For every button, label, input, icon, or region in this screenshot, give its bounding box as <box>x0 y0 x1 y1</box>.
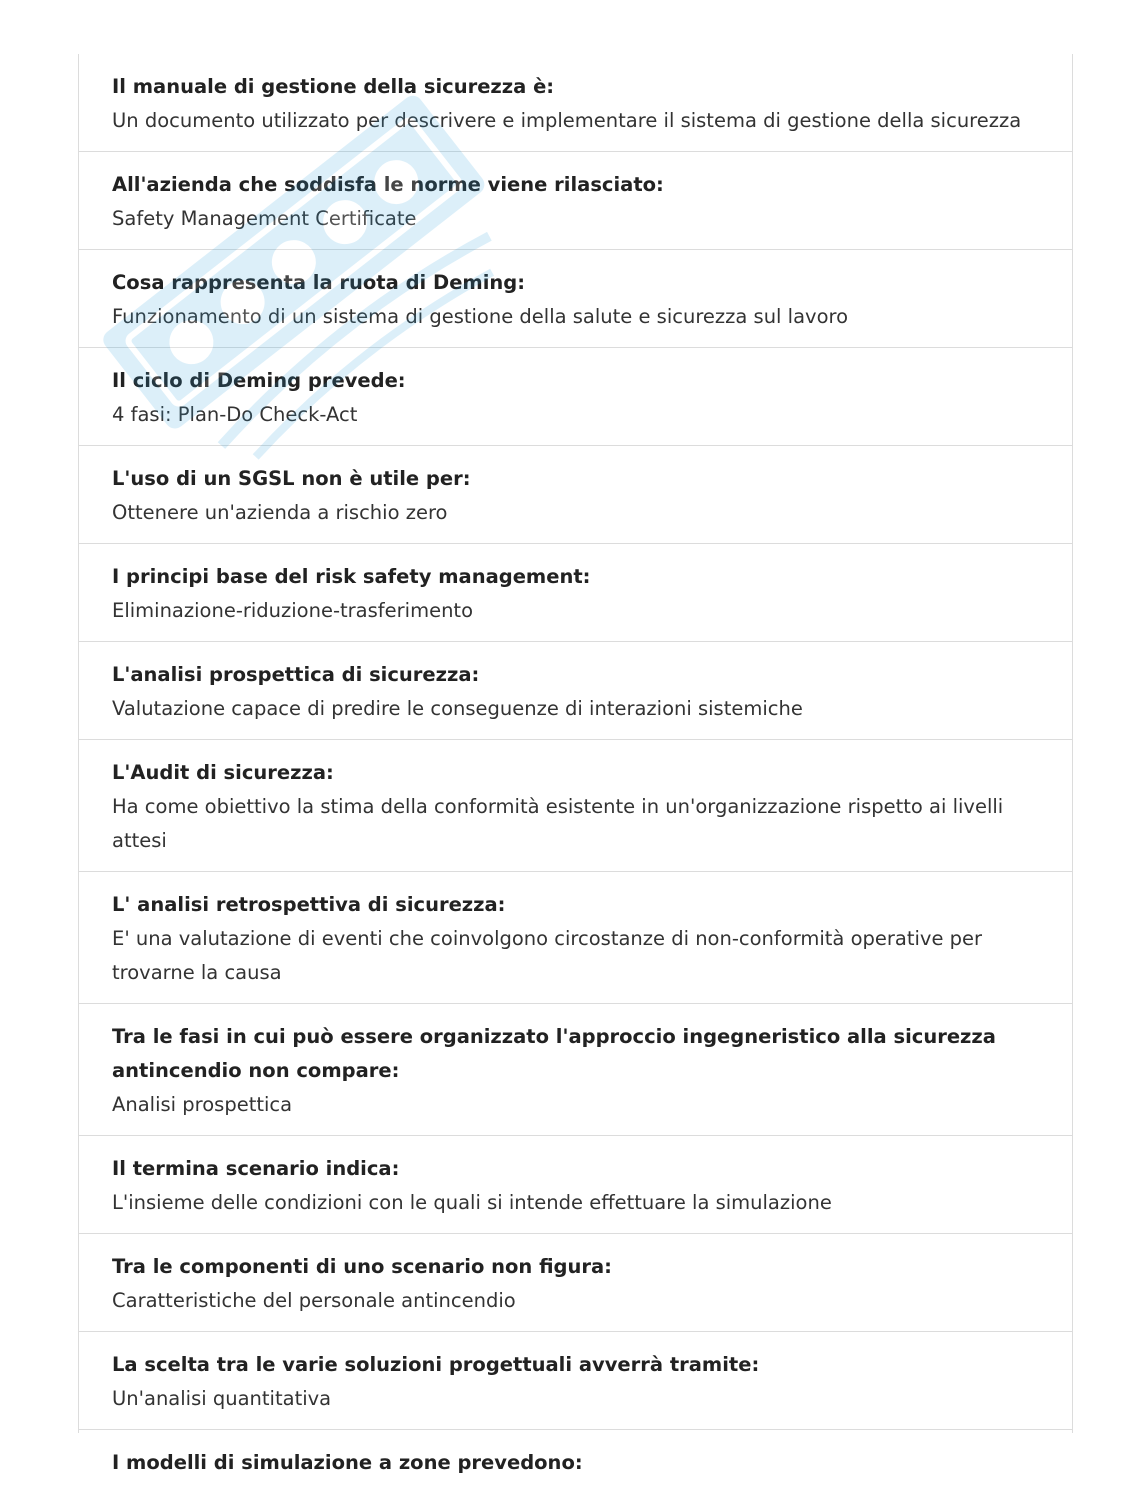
qa-item <box>79 446 1072 544</box>
question: All'azienda che soddisfa le norme viene rilasciato: <box>112 173 664 196</box>
question: Tra le fasi in cui può essere organizzato l'approccio ingegneristico alla sicurezza antincendio non compare: <box>112 1025 996 1082</box>
answer: L'insieme delle condizioni con le quali si intende effettuare la simulazione <box>112 1191 832 1214</box>
answer: Ottenere un'azienda a rischio zero <box>112 501 448 524</box>
question: I modelli di simulazione a zone prevedono: <box>112 1451 583 1474</box>
answer: Un documento utilizzato per descrivere e implementare il sistema di gestione della sicurezza <box>112 109 1022 132</box>
question: Il ciclo di Deming prevede: <box>112 369 406 392</box>
qa-item <box>79 1332 1072 1430</box>
question: L'uso di un SGSL non è utile per: <box>112 467 471 490</box>
question: La scelta tra le varie soluzioni progettuali avverrà tramite: <box>112 1353 760 1376</box>
question: Cosa rappresenta la ruota di Deming: <box>112 271 526 294</box>
qa-item <box>79 1004 1072 1136</box>
answer: Caratteristiche del personale antincendio <box>112 1289 516 1312</box>
qa-item <box>79 544 1072 642</box>
answer: E' una valutazione di eventi che coinvolgono circostanze di non-conformità operative per trovarne la causa <box>112 927 983 984</box>
question: L'analisi prospettica di sicurezza: <box>112 663 480 686</box>
question: Tra le componenti di uno scenario non figura: <box>112 1255 612 1278</box>
qa-item <box>79 152 1072 250</box>
question: I principi base del risk safety management: <box>112 565 591 588</box>
qa-item <box>79 1430 1072 1493</box>
answer: Analisi prospettica <box>112 1093 293 1116</box>
qa-item <box>79 740 1072 872</box>
answer: Eliminazione-riduzione-trasferimento <box>112 599 473 622</box>
qa-list <box>78 54 1073 1474</box>
qa-item <box>79 1136 1072 1234</box>
question: Il manuale di gestione della sicurezza è: <box>112 75 555 98</box>
qa-item <box>79 1234 1072 1332</box>
qa-item <box>79 250 1072 348</box>
answer: Safety Management Certificate <box>112 207 417 230</box>
answer: Funzionamento di un sistema di gestione della salute e sicurezza sul lavoro <box>112 305 849 328</box>
qa-item <box>79 348 1072 446</box>
answer: Ha come obiettivo la stima della conformità esistente in un'organizzazione rispetto ai livelli attesi <box>112 795 1004 852</box>
qa-item <box>79 642 1072 740</box>
question: Il termina scenario indica: <box>112 1157 400 1180</box>
answer: 4 fasi: Plan-Do Check-Act <box>112 403 358 426</box>
question: L'Audit di sicurezza: <box>112 761 334 784</box>
qa-item <box>79 872 1072 1004</box>
answer: Un'analisi quantitativa <box>112 1387 332 1410</box>
question: L' analisi retrospettiva di sicurezza: <box>112 893 506 916</box>
qa-item <box>79 54 1072 152</box>
answer: Valutazione capace di predire le conseguenze di interazioni sistemiche <box>112 697 803 720</box>
